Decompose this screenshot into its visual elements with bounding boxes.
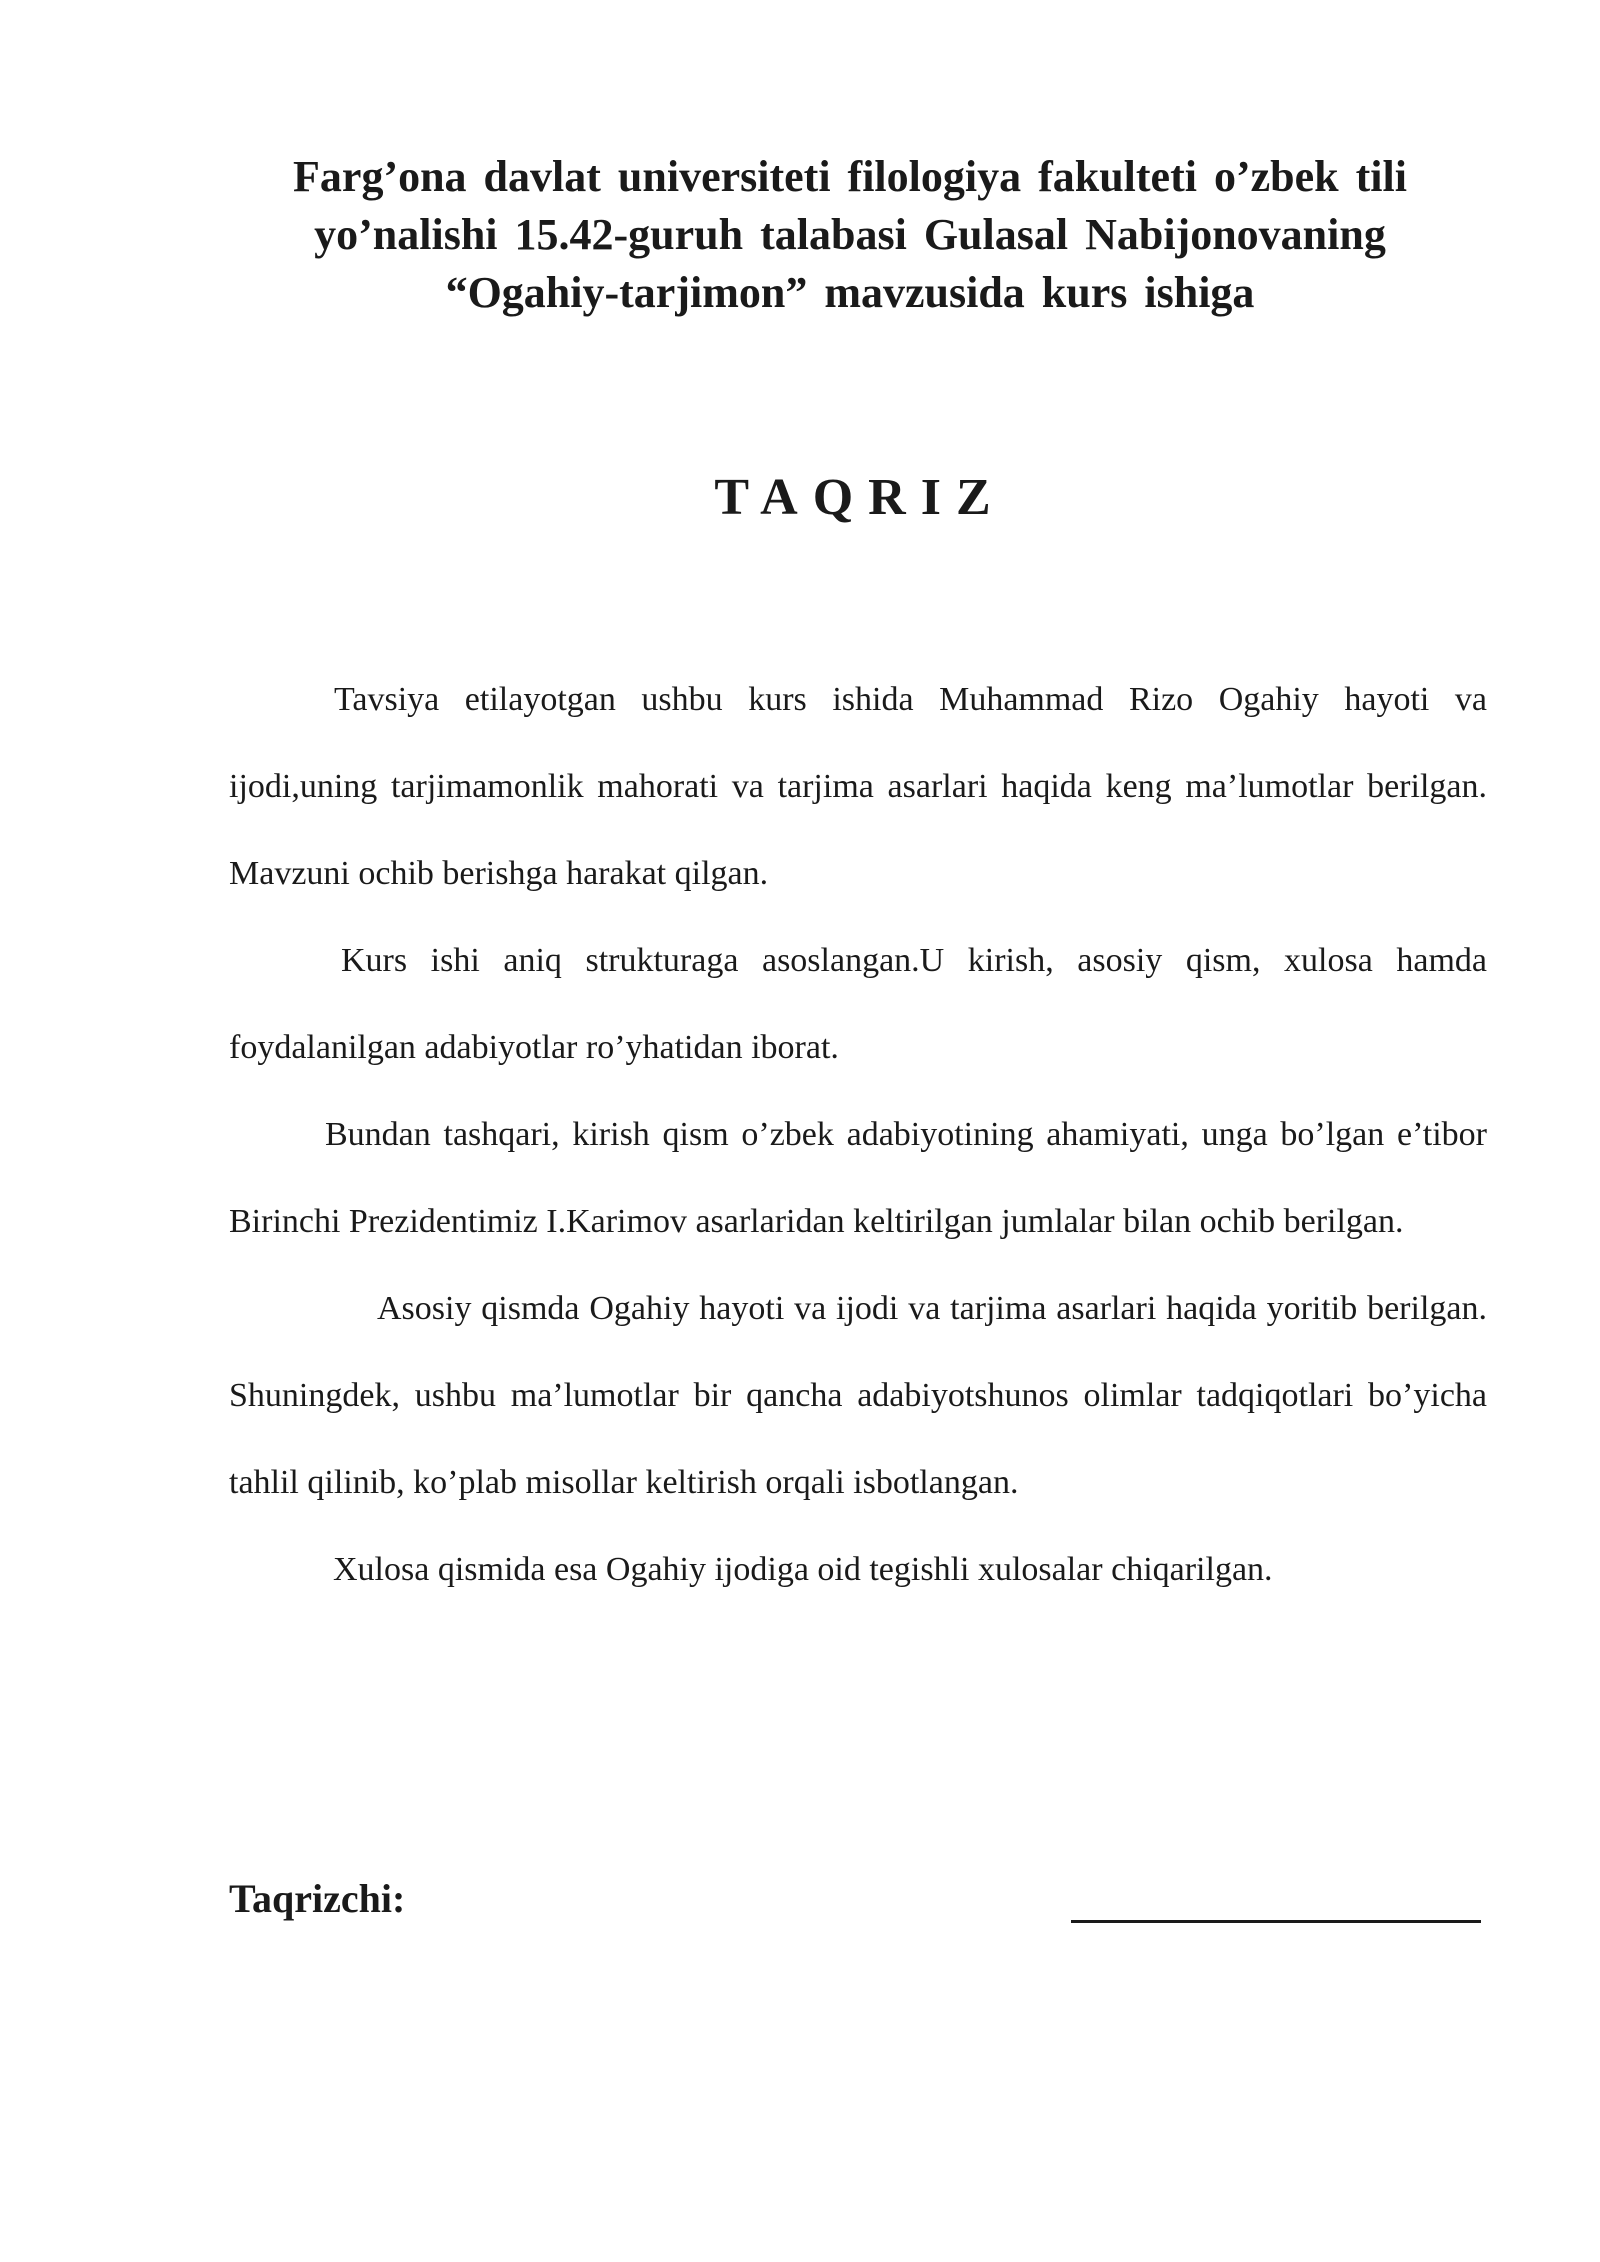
review-body	[229, 656, 1487, 1613]
reviewer-label: Taqrizchi:	[229, 1876, 406, 1921]
paragraph-5: Xulosa qismida esa Ogahiy ijodiga oid tegishli xulosalar chiqarilgan.	[333, 1551, 1273, 1588]
document-heading	[200, 148, 1500, 322]
paragraph-3: Bundan tashqari, kirish qism o’zbek adabiyotining ahamiyati, unga bo’lgan e’tibor Birinchi Prezidentimiz I.Karimov asarlaridan keltirilgan jumlalar bilan ochib berilgan.	[229, 1116, 1487, 1240]
document-title: TAQRIZ	[714, 469, 1006, 526]
paragraph-1: Tavsiya etilayotgan ushbu kurs ishida Muhammad Rizo Ogahiy hayoti va ijodi,uning tarjimamonlik mahorati va tarjima asarlari haqida keng ma’lumotlar berilgan. Mavzuni ochib berishga harakat qilgan.	[229, 681, 1487, 892]
heading-line-3: “Ogahiy-tarjimon” mavzusida kurs ishiga	[445, 268, 1255, 317]
paragraph-2: Kurs ishi aniq strukturaga asoslangan.U kirish, asosiy qism, xulosa hamda foydalanilgan adabiyotlar ro’yhatidan iborat.	[229, 942, 1487, 1066]
paragraph-4: Asosiy qismda Ogahiy hayoti va ijodi va tarjima asarlari haqida yoritib berilgan. Shuningdek, ushbu ma’lumotlar bir qancha adabiyotshunos olimlar tadqiqotlari bo’yicha tahlil qilinib, ko’plab misollar keltirish orqali isbotlangan.	[229, 1290, 1487, 1501]
heading-line-2: yo’nalishi 15.42-guruh talabasi Gulasal Nabijonovaning	[314, 210, 1386, 259]
heading-line-1: Farg’ona davlat universiteti filologiya fakulteti o’zbek tili	[293, 152, 1407, 201]
signature-line	[1071, 1920, 1481, 1923]
